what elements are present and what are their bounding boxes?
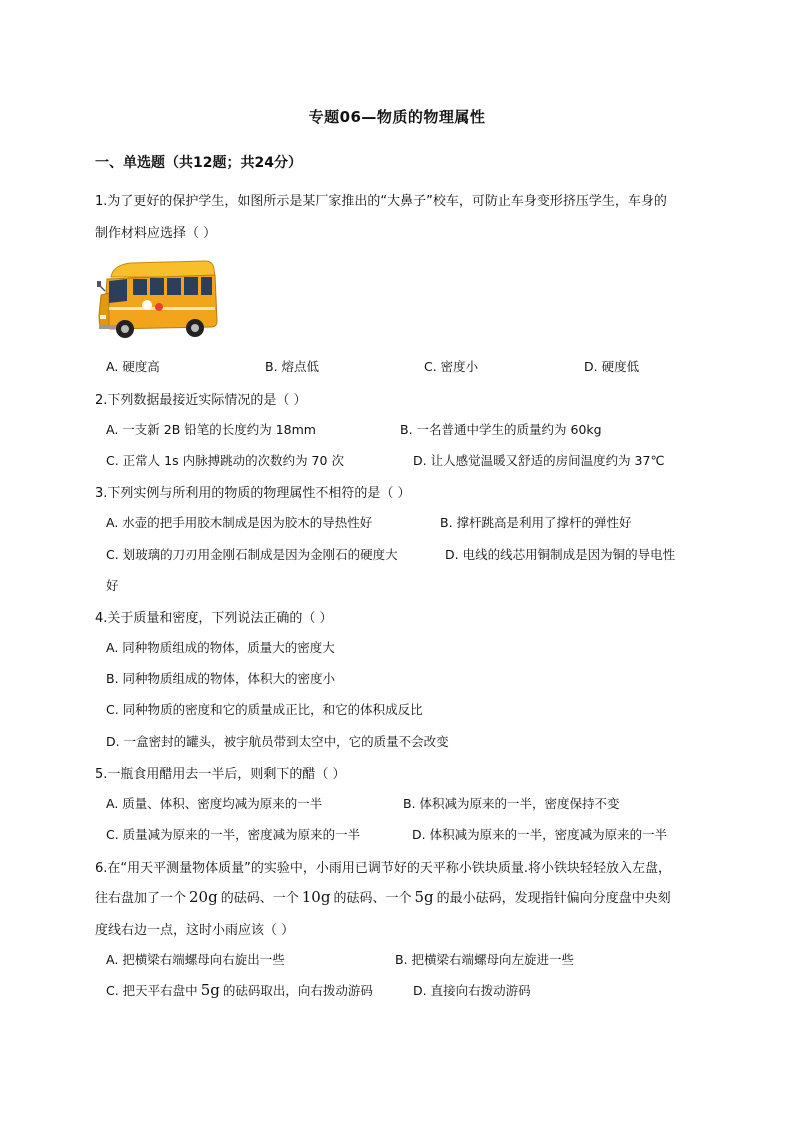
q2-option-d: D. 让人感觉温暖又舒适的房间温度约为 37℃ [413,453,665,468]
q5-option-a: A. 质量、体积、密度均减为原来的一半 [106,796,323,811]
q6-text-segment: 的砝码、一个 [333,891,412,906]
q3-option-b: B. 撑杆跳高是利用了撑杆的弹性好 [440,515,632,530]
q4-option-b: B. 同种物质组成的物体，体积大的密度小 [106,671,336,686]
q6-option-c-mass: 5g [200,981,220,999]
q2-option-c: C. 正常人 1s 内脉搏跳动的次数约为 70 次 [106,453,344,468]
section-heading: 一、单选题（共12题；共24分） [95,155,302,171]
q6-text-segment: 的最小砝码，发现指针偏向分度盘中央刻 [436,891,671,906]
q2-option-b: B. 一名普通中学生的质量约为 60kg [400,422,602,437]
q1-option-a: A. 硬度高 [106,359,160,374]
q3-option-c: C. 划玻璃的刀刃用金刚石制成是因为金刚石的硬度大 [106,547,398,562]
q6-mass-5g: 5g [414,888,434,906]
q6-stem-line3: 度线右边一点，这时小雨应该（ ） [95,923,295,938]
q1-stem-line2: 制作材料应选择（ ） [95,226,217,241]
q6-stem-line1: 6.在“用天平测量物体质量”的实验中，小雨用已调节好的天平称小铁块质量.将小铁块轻轻放入左盘， [95,861,672,876]
q6-option-a: A. 把横梁右端螺母向右旋出一些 [106,952,285,967]
q6-mass-10g: 10g [301,888,331,906]
q4-option-d: D. 一盒密封的罐头，被宇航员带到太空中，它的质量不会改变 [106,734,449,749]
q3-option-a: A. 水壶的把手用胶木制成是因为胶木的导热性好 [106,515,373,530]
q1-option-c: C. 密度小 [424,359,479,374]
q1-stem-line1: 1.为了更好的保护学生，如图所示是某厂家推出的“大鼻子”校车，可防止车身变形挤压学生，车身的 [95,194,667,209]
page-title: 专题06—物质的物理属性 [308,108,486,126]
q3-stem: 3.下列实例与所利用的物质的物理属性不相符的是（ ） [95,486,411,501]
q6-option-c-suffix: 的砝码取出，向右拨动游码 [222,983,373,998]
q6-text-segment: 往右盘加了一个 [95,891,187,906]
q6-stem-line2 [95,887,671,906]
q6-mass-20g: 20g [189,888,218,906]
q2-stem: 2.下列数据最接近实际情况的是（ ） [95,393,307,408]
q3-option-d: D. 电线的线芯用铜制成是因为铜的导电性 [445,547,676,562]
q6-option-c [106,981,373,999]
q5-option-c: C. 质量减为原来的一半，密度减为原来的一半 [106,827,361,842]
q6-option-d: D. 直接向右拨动游码 [413,983,531,998]
q4-stem: 4.关于质量和密度，下列说法正确的（ ） [95,611,333,626]
q6-option-b: B. 把横梁右端螺母向左旋进一些 [395,952,575,967]
q6-option-c-prefix: C. 把天平右盘中 [106,983,198,998]
q2-option-a: A. 一支新 2B 铅笔的长度约为 18mm [106,422,316,437]
q1-option-d: D. 硬度低 [584,359,640,374]
school-bus-illustration [97,255,221,345]
q4-option-c: C. 同种物质的密度和它的质量成正比，和它的体积成反比 [106,702,423,717]
q3-option-d-continuation: 好 [106,578,119,593]
q6-text-segment: 的砝码、一个 [220,891,299,906]
q1-option-b: B. 熔点低 [265,359,320,374]
q5-option-d: D. 体积减为原来的一半，密度减为原来的一半 [412,827,668,842]
q4-option-a: A. 同种物质组成的物体，质量大的密度大 [106,640,335,655]
q5-option-b: B. 体积减为原来的一半，密度保持不变 [403,796,620,811]
q5-stem: 5.一瓶食用醋用去一半后，则剩下的醋（ ） [95,767,346,782]
